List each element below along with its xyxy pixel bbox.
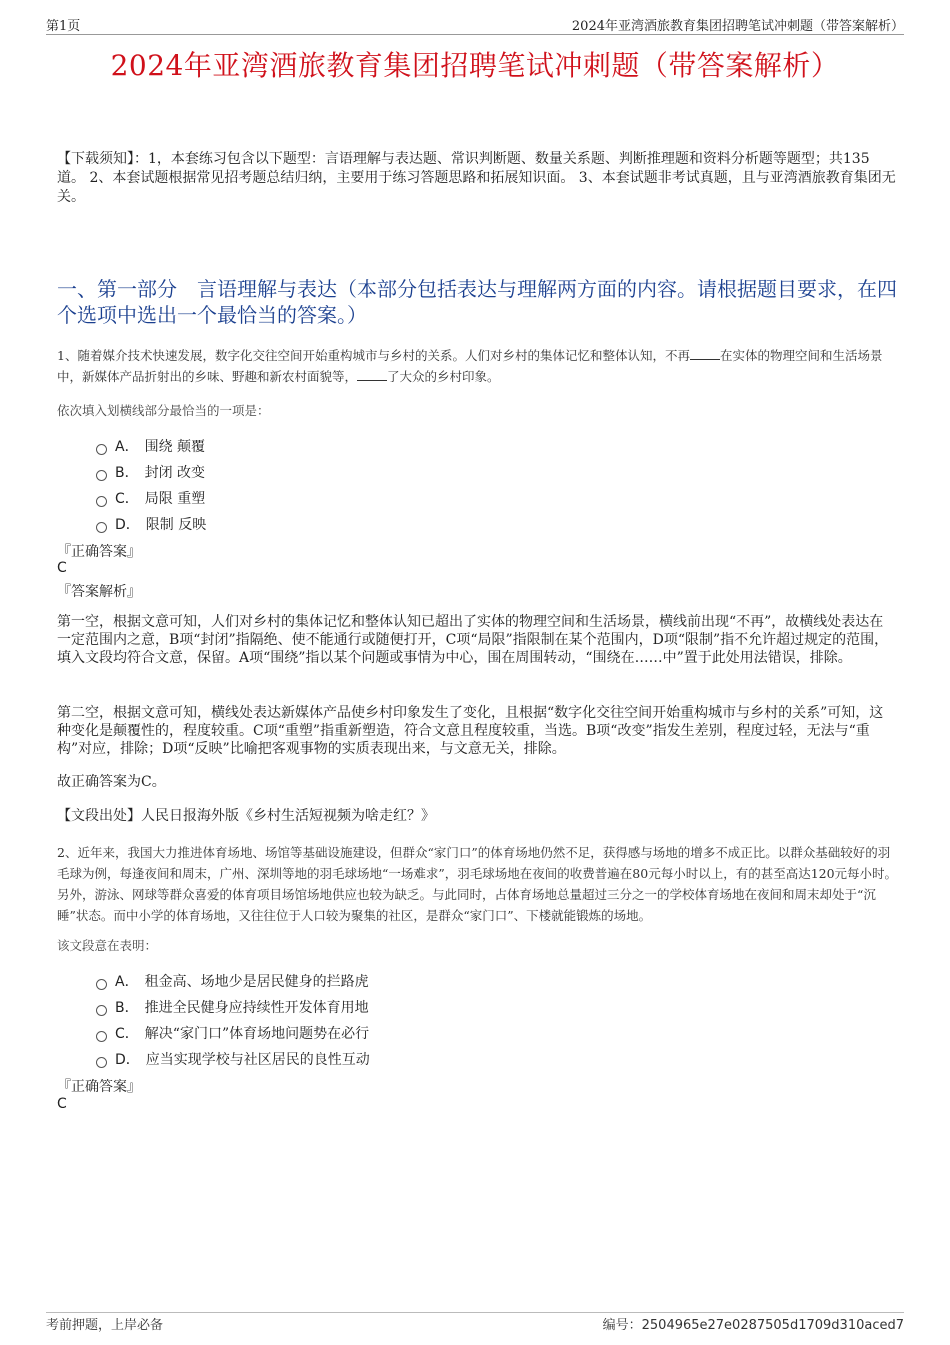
option-letter: A． [115, 439, 139, 455]
page-title: 2024年亚湾酒旅教育集团招聘笔试冲刺题（带答案解析） [110, 49, 840, 82]
footer-code-value: 2504965e27e0287505d1709d310aced7 [641, 1318, 904, 1333]
answer-conclusion: 故正确答案为C。 [57, 774, 166, 790]
option-text: 应当实现学校与社区居民的良性互动 [145, 1052, 370, 1068]
option-letter: B． [115, 1000, 139, 1016]
option-letter: C． [115, 1026, 139, 1042]
footer-code [603, 1314, 904, 1333]
option-letter: D． [115, 1052, 140, 1068]
option-text: 推进全民健身应持续性开发体育用地 [144, 1000, 369, 1016]
option-text: 解决“家门口”体育场地问题势在必行 [144, 1026, 370, 1042]
fill-blank-1 [690, 347, 720, 360]
answer-label: 『正确答案』 [57, 1079, 141, 1095]
answer-value: C [57, 1096, 67, 1112]
download-notice: 【下载须知】：1，本套练习包含以下题型：言语理解与表达题、常识判断题、数量关系题、判断推理题和资料分析题等题型；共135道。 2、本套试题根据常见招考题总结归纳，主要用于练习答题思路和拓展知识面。 3、本套试题非考试真题，且与亚湾酒旅教育集团无关。 [57, 151, 896, 205]
option-d[interactable] [96, 1046, 370, 1072]
option-letter: A． [115, 974, 139, 990]
question-1-instruction: 依次填入划横线部分最恰当的一项是： [57, 403, 270, 418]
option-c[interactable] [96, 485, 206, 511]
option-a[interactable] [96, 968, 370, 994]
option-b[interactable] [96, 459, 206, 485]
analysis-label: 『答案解析』 [57, 584, 141, 600]
radio-icon[interactable] [96, 979, 107, 990]
option-b[interactable] [96, 994, 370, 1020]
passage-source: 【文段出处】人民日报海外版《乡村生活短视频为啥走红？》 [57, 808, 435, 824]
radio-icon[interactable] [96, 496, 107, 507]
option-text: 局限 重塑 [144, 491, 206, 507]
option-text: 围绕 颠覆 [144, 439, 206, 455]
question-1-text [57, 345, 902, 387]
footer-code-label: 编号： [602, 1318, 642, 1333]
option-text: 租金高、场地少是居民健身的拦路虎 [144, 974, 369, 990]
answer-value: C [57, 560, 67, 576]
answer-label: 『正确答案』 [57, 544, 141, 560]
footer-divider [46, 1312, 904, 1313]
question-2-instruction: 该文段意在表明： [57, 938, 158, 953]
option-letter: B． [115, 465, 139, 481]
question-1-text-part3: 了大众的乡村印象。 [387, 369, 500, 384]
page-number: 第1页 [46, 19, 81, 34]
radio-icon[interactable] [96, 1005, 107, 1016]
page-header [46, 12, 904, 35]
option-letter: D． [115, 517, 140, 533]
analysis-paragraph-1: 第一空，根据文意可知，人们对乡村的集体记忆和整体认知已超出了实体的物理空间和生活场景，横线前出现“不再”，故横线处表达在一定范围内之意，B项“封闭”指隔绝、使不能通行或随便打开，C项“局限”指限制在某个范围内，D项“限制”指不允许超过规定的范围，填入文段均符合文意，保留。A项“围绕”指以某个问题或事情为中心，围在周围转动，“围绕在……中”置于此处用法错误，排除。 [57, 614, 889, 666]
radio-icon[interactable] [96, 1031, 107, 1042]
question-2-options [96, 968, 370, 1072]
option-c[interactable] [96, 1020, 370, 1046]
analysis-paragraph-2: 第二空，根据文意可知，横线处表达新媒体产品使乡村印象发生了变化，且根据“数字化交往空间开始重构城市与乡村的关系”可知，这种变化是颠覆性的，程度较重。C项“重塑”指重新塑造，符合文意且程度较重，当选。B项“改变”指发生差别，程度过轻，无法与“重构”对应，排除；D项“反映”比喻把客观事物的实质表现出来，与文意无关，排除。 [57, 705, 884, 757]
option-letter: C． [115, 491, 139, 507]
section-heading: 一、第一部分 言语理解与表达（本部分包括表达与理解两方面的内容。请根据题目要求，在四个选项中选出一个最恰当的答案。） [57, 277, 897, 327]
header-doc-title: 2024年亚湾酒旅教育集团招聘笔试冲刺题（带答案解析） [571, 19, 904, 34]
question-1-text-part1: 1、随着媒介技术快速发展，数字化交往空间开始重构城市与乡村的关系。人们对乡村的集体记忆和整体认知，不再 [57, 348, 690, 363]
radio-icon[interactable] [96, 1057, 107, 1068]
option-a[interactable] [96, 433, 206, 459]
question-2-text: 2、近年来，我国大力推进体育场地、场馆等基础设施建设，但群众“家门口”的体育场地仍然不足，获得感与场地的增多不成正比。以群众基础较好的羽毛球为例，每逢夜间和周末，广州、深圳等地的羽毛球场地“一场难求”，羽毛球场地在夜间的收费普遍在80元每小时以上，有的甚至高达120元每小时。另外，游泳、网球等群众喜爱的体育项目场馆场地供应也较为缺乏。与此同时，占体育场地总量超过三分之一的学校体育场地在夜间和周末却处于“沉睡”状态。而中小学的体育场地，又往往位于人口较为聚集的社区，是群众“家门口”、下楼就能锻炼的场地。 [57, 845, 898, 923]
radio-icon[interactable] [96, 522, 107, 533]
question-1-text-part2: 在实体的物理空间和生活场景中，新媒体产品折射出的乡味、野趣和新农村面貌等， [57, 348, 883, 384]
question-1-options [96, 433, 206, 537]
option-text: 限制 反映 [145, 517, 207, 533]
radio-icon[interactable] [96, 470, 107, 481]
option-text: 封闭 改变 [144, 465, 206, 481]
fill-blank-2 [357, 368, 387, 381]
footer-slogan: 考前押题，上岸必备 [46, 1318, 164, 1333]
option-d[interactable] [96, 511, 206, 537]
radio-icon[interactable] [96, 444, 107, 455]
